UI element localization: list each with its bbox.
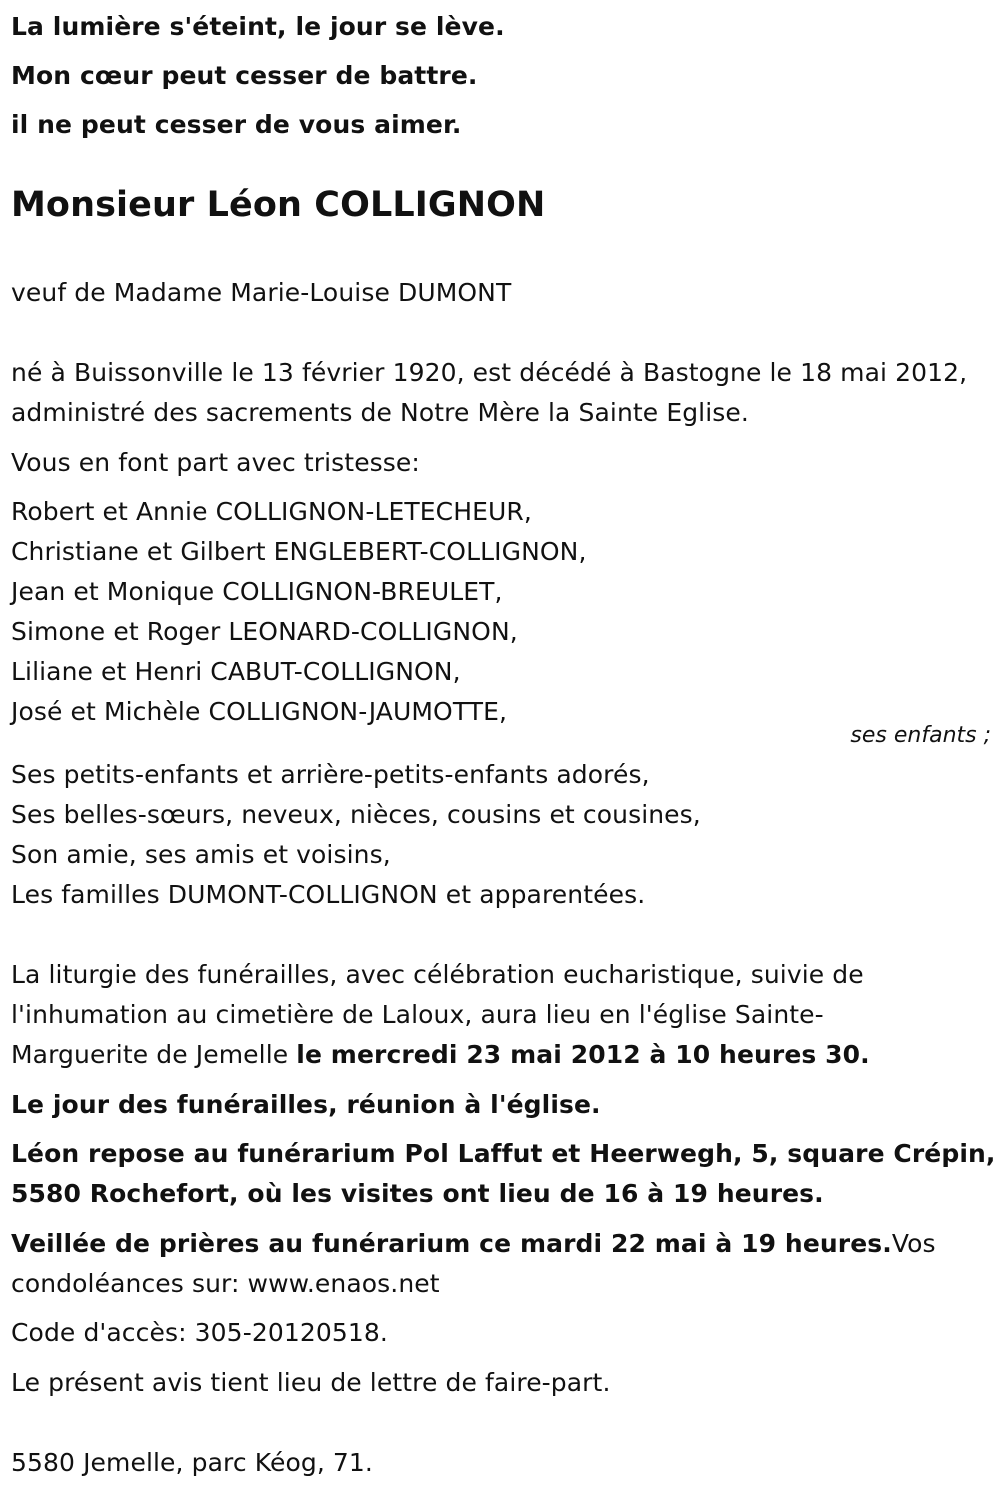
liturgy-line-3 xyxy=(11,1040,870,1070)
vigil-line-1 xyxy=(11,1229,936,1259)
poem-line-2: Mon cœur peut cesser de battre. xyxy=(11,61,478,90)
family-line: Les familles DUMONT-COLLIGNON et apparentées. xyxy=(11,880,646,909)
vigil-condolences-start: Vos xyxy=(891,1229,936,1258)
liturgy-date: le mercredi 23 mai 2012 à 10 heures 30. xyxy=(296,1040,870,1069)
faire-part-notice: Le présent avis tient lieu de lettre de faire-part. xyxy=(11,1368,611,1397)
children-label: ses enfants ; xyxy=(850,723,991,748)
child-line: Christiane et Gilbert ENGLEBERT-COLLIGNON, xyxy=(11,537,587,566)
poem-line-3: il ne peut cesser de vous aimer. xyxy=(11,110,462,139)
vigil-text: Veillée de prières au funérarium ce mardi 22 mai à 19 heures. xyxy=(11,1229,892,1258)
widower-of: veuf de Madame Marie-Louise DUMONT xyxy=(11,278,512,307)
address: 5580 Jemelle, parc Kéog, 71. xyxy=(11,1448,373,1477)
birth-death-line-1: né à Buissonville le 13 février 1920, est décédé à Bastogne le 18 mai 2012, xyxy=(11,358,968,387)
family-line: Ses petits-enfants et arrière-petits-enfants adorés, xyxy=(11,760,650,789)
liturgy-line-1: La liturgie des funérailles, avec célébration eucharistique, suivie de xyxy=(11,960,864,989)
family-line: Son amie, ses amis et voisins, xyxy=(11,840,391,869)
child-line: Simone et Roger LEONARD-COLLIGNON, xyxy=(11,617,518,646)
child-line: José et Michèle COLLIGNON-JAUMOTTE, xyxy=(11,697,508,726)
child-line: Jean et Monique COLLIGNON-BREULET, xyxy=(11,577,503,606)
family-line: Ses belles-sœurs, neveux, nièces, cousins et cousines, xyxy=(11,800,701,829)
birth-death-line-2: administré des sacrements de Notre Mère la Sainte Eglise. xyxy=(11,398,749,427)
child-line: Robert et Annie COLLIGNON-LETECHEUR, xyxy=(11,497,532,526)
meeting-notice: Le jour des funérailles, réunion à l'église. xyxy=(11,1090,601,1119)
announcement-intro: Vous en font part avec tristesse: xyxy=(11,448,420,477)
repose-line-2: 5580 Rochefort, où les visites ont lieu de 16 à 19 heures. xyxy=(11,1179,824,1208)
poem-line-1: La lumière s'éteint, le jour se lève. xyxy=(11,12,505,41)
liturgy-line-2: l'inhumation au cimetière de Laloux, aura lieu en l'église Sainte- xyxy=(11,1000,824,1029)
liturgy-church: Marguerite de Jemelle xyxy=(11,1040,297,1069)
repose-line-1: Léon repose au funérarium Pol Laffut et Heerwegh, 5, square Crépin, xyxy=(11,1139,996,1168)
deceased-name: Monsieur Léon COLLIGNON xyxy=(11,185,546,225)
child-line: Liliane et Henri CABUT-COLLIGNON, xyxy=(11,657,461,686)
vigil-line-2: condoléances sur: www.enaos.net xyxy=(11,1269,440,1298)
access-code: Code d'accès: 305-20120518. xyxy=(11,1318,388,1347)
